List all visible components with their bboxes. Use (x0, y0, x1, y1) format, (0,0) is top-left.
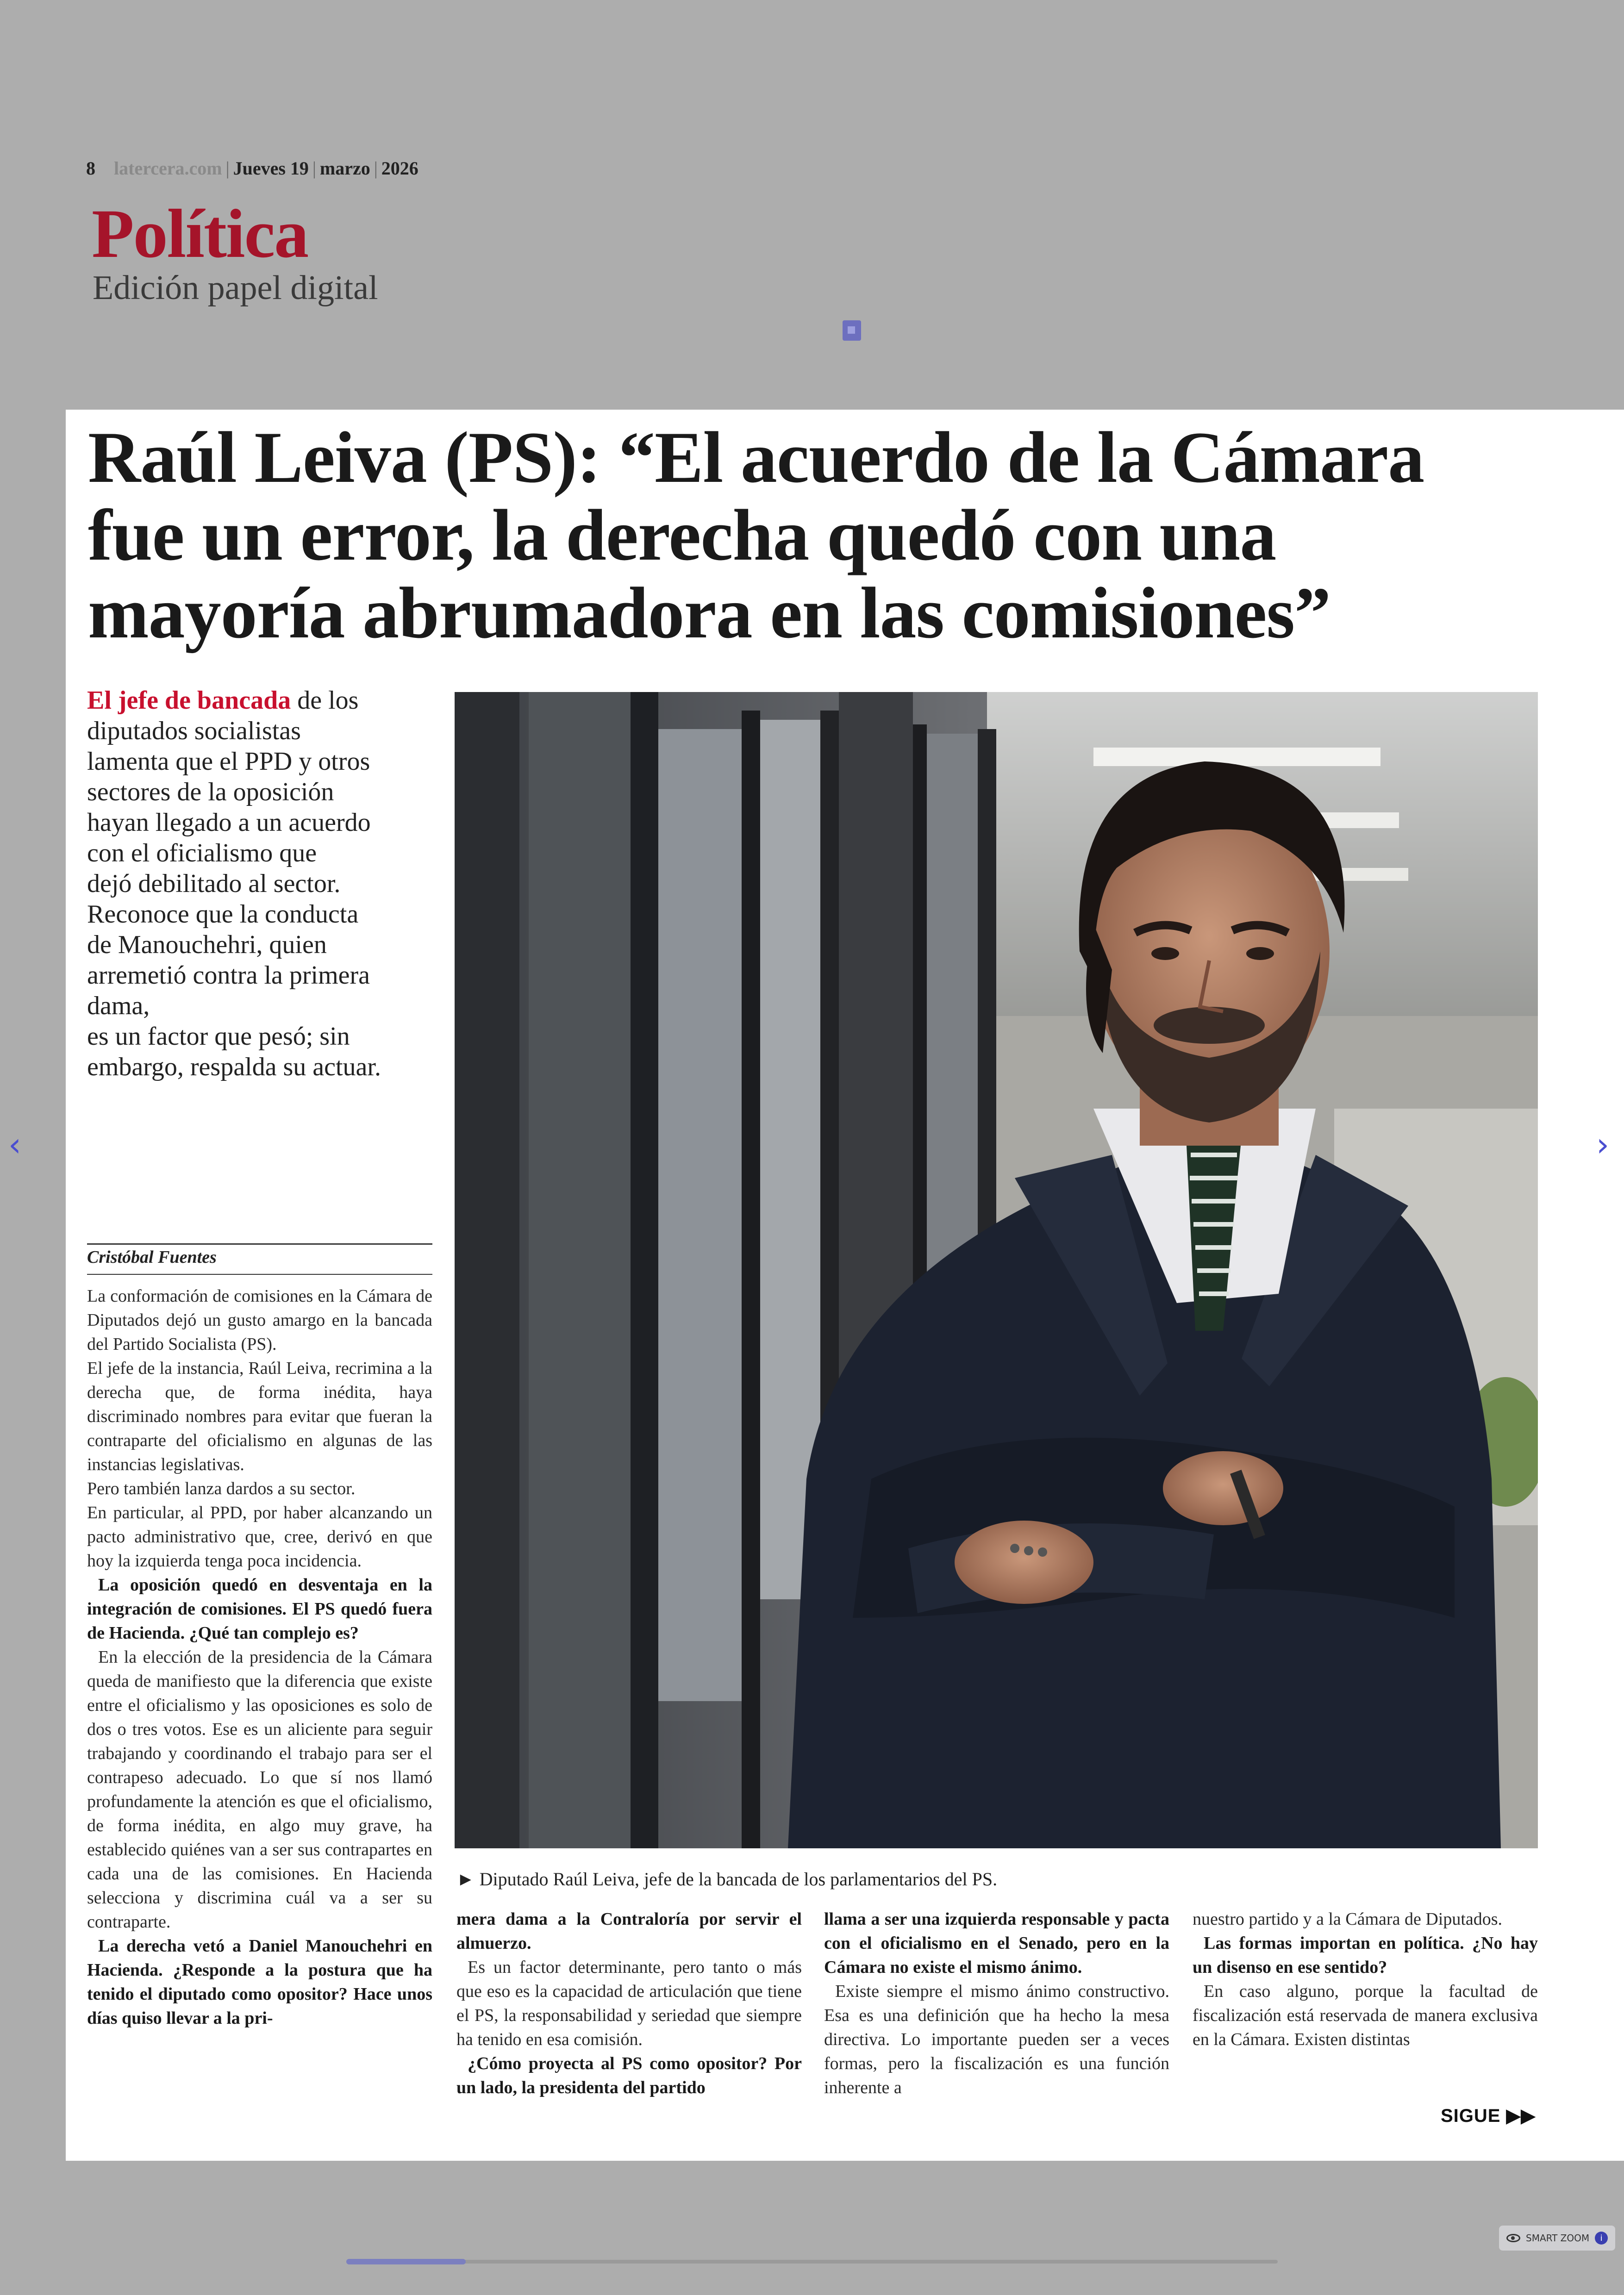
lead-line: lamenta que el PPD y otros (87, 747, 370, 776)
interview-question: Las formas importan en política. ¿No hay un disenso en ese sentido? (1193, 1933, 1538, 1977)
interview-question: ¿Cómo proyecta al PS como opositor? Por un lado, la presidenta del partido (456, 2054, 802, 2097)
lead-line: dejó debilitado al sector. (87, 869, 341, 898)
paragraph: Es un factor determinante, pero tanto o más que eso es la capacidad de articulación que tiene el PS, la responsabilidad y seriedad que siempre ha tenido en esa comisión. (456, 1958, 802, 2049)
divider (87, 1243, 432, 1245)
eye-icon (1506, 2234, 1520, 2242)
continue-label: SIGUE ▶▶ (1441, 2106, 1536, 2126)
paragraph: Existe siempre el mismo ánimo constructivo. Esa es una definición que ha hecho la mesa directiva. Lo importante pueden ser a veces formas, pero la fiscalización es una función inherente a (824, 1982, 1169, 2097)
paragraph: En la elección de la presidencia de la Cámara queda de manifiesto que la diferencia que existe entre el oficialismo y las oposiciones es solo de dos o tres votos. Ese es un aliciente para seguir trabajando y coordinando el trabajo para ser el contrapeso adecuado. Lo que sí nos llamó profundamente la atención es que el oficialismo, de forma inédita, en algo muy grave, ha establecido quiénes van a ser sus contrapartes en cada una de las comisiones. En Hacienda selecciona y discrimina cuál va a ser su contraparte. (87, 1647, 432, 1932)
body-column-2 (456, 1907, 802, 2100)
page-scrollbar-track[interactable] (346, 2260, 1278, 2264)
headline-line: mayoría abrumadora en las comisiones” (88, 573, 1331, 654)
separator: | (312, 158, 316, 179)
lead-line: es un factor que pesó; sin (87, 1022, 350, 1051)
edition-subtitle: Edición papel digital (93, 269, 378, 307)
interview-question: La oposición quedó en desventaja en la integración de comisiones. El PS quedó fuera de Hacienda. ¿Qué tan complejo es? (87, 1575, 432, 1643)
info-icon[interactable]: i (1595, 2232, 1608, 2245)
page-number: 8 (86, 158, 95, 179)
lead-keyword: El jefe de bancada (87, 686, 291, 715)
interview-question: llama a ser una izquierda responsable y pacta con el oficialismo en el Senado, pero en la Cámara no existe el mismo ánimo. (824, 1909, 1169, 1977)
divider (87, 1274, 432, 1275)
date-year: 2026 (381, 158, 418, 179)
page-scrollbar-thumb[interactable] (346, 2259, 466, 2264)
lead-line: Reconoce que la conducta (87, 900, 359, 929)
headline (88, 419, 1569, 652)
paragraph: En particular, al PPD, por haber alcanzando un pacto administrativo que, cree, derivó en que hoy la izquierda tenga poca incidencia. (87, 1503, 432, 1571)
portrait-photo (455, 692, 1538, 1848)
lead-line: dama, (87, 992, 150, 1020)
body-column-1 (87, 1284, 432, 2030)
smart-zoom-label: SMART ZOOM (1526, 2233, 1590, 2244)
smart-zoom-button[interactable] (1499, 2226, 1615, 2251)
lead-paragraph (87, 685, 439, 1082)
lead-line: con el oficialismo que (87, 839, 317, 867)
lead-line: diputados socialistas (87, 717, 301, 745)
dateline (86, 157, 418, 179)
interview-question: La derecha vetó a Daniel Manouchehri en Hacienda. ¿Responde a la postura que ha tenido el diputado como opositor? Hace unos días quiso llevar a la pri- (87, 1936, 432, 2028)
chevron-left-icon[interactable]: ‹ (8, 1126, 21, 1164)
headline-line: fue un error, la derecha quedó con una (88, 495, 1276, 576)
paragraph: En caso alguno, porque la facultad de fiscalización está reservada de manera exclusiva en la Cámara. Existen distintas (1193, 1982, 1538, 2049)
lead-line: embargo, respalda su actuar. (87, 1053, 381, 1081)
body-column-4 (1193, 1907, 1538, 2052)
date-month: marzo (319, 158, 370, 179)
headline-line: Raúl Leiva (PS): “El acuerdo de la Cámara (88, 417, 1424, 498)
photo-caption: ► Diputado Raúl Leiva, jefe de la bancada de los parlamentarios del PS. (456, 1869, 998, 1890)
lead-line: sectores de la oposición (87, 778, 334, 806)
chevron-right-icon[interactable]: › (1596, 1126, 1609, 1164)
separator: | (225, 158, 230, 179)
separator: | (374, 158, 378, 179)
lead-line: arremetió contra la primera (87, 961, 370, 990)
paragraph: La conformación de comisiones en la Cámara de Diputados dejó un gusto amargo en la bancada del Partido Socialista (PS). (87, 1286, 432, 1354)
paragraph: Pero también lanza dardos a su sector. (87, 1479, 356, 1498)
byline: Cristóbal Fuentes (87, 1247, 217, 1267)
lead-line: hayan llegado a un acuerdo (87, 808, 371, 837)
page-marker-icon[interactable] (843, 320, 861, 341)
site-name: latercera.com (114, 158, 222, 179)
section-title: Política (92, 195, 308, 272)
date-day: Jueves 19 (233, 158, 309, 179)
lead-line: de Manouchehri, quien (87, 930, 327, 959)
body-column-3 (824, 1907, 1169, 2100)
interview-question: mera dama a la Contraloría por servir el almuerzo. (456, 1909, 802, 1953)
lead-line: de los (291, 686, 359, 715)
paragraph: nuestro partido y a la Cámara de Diputados. (1193, 1909, 1503, 1929)
paragraph: El jefe de la instancia, Raúl Leiva, recrimina a la derecha que, de forma inédita, haya discriminado nombres para evitar que fueran la contraparte del oficialismo en algunas de las instancias legislativas. (87, 1359, 432, 1474)
